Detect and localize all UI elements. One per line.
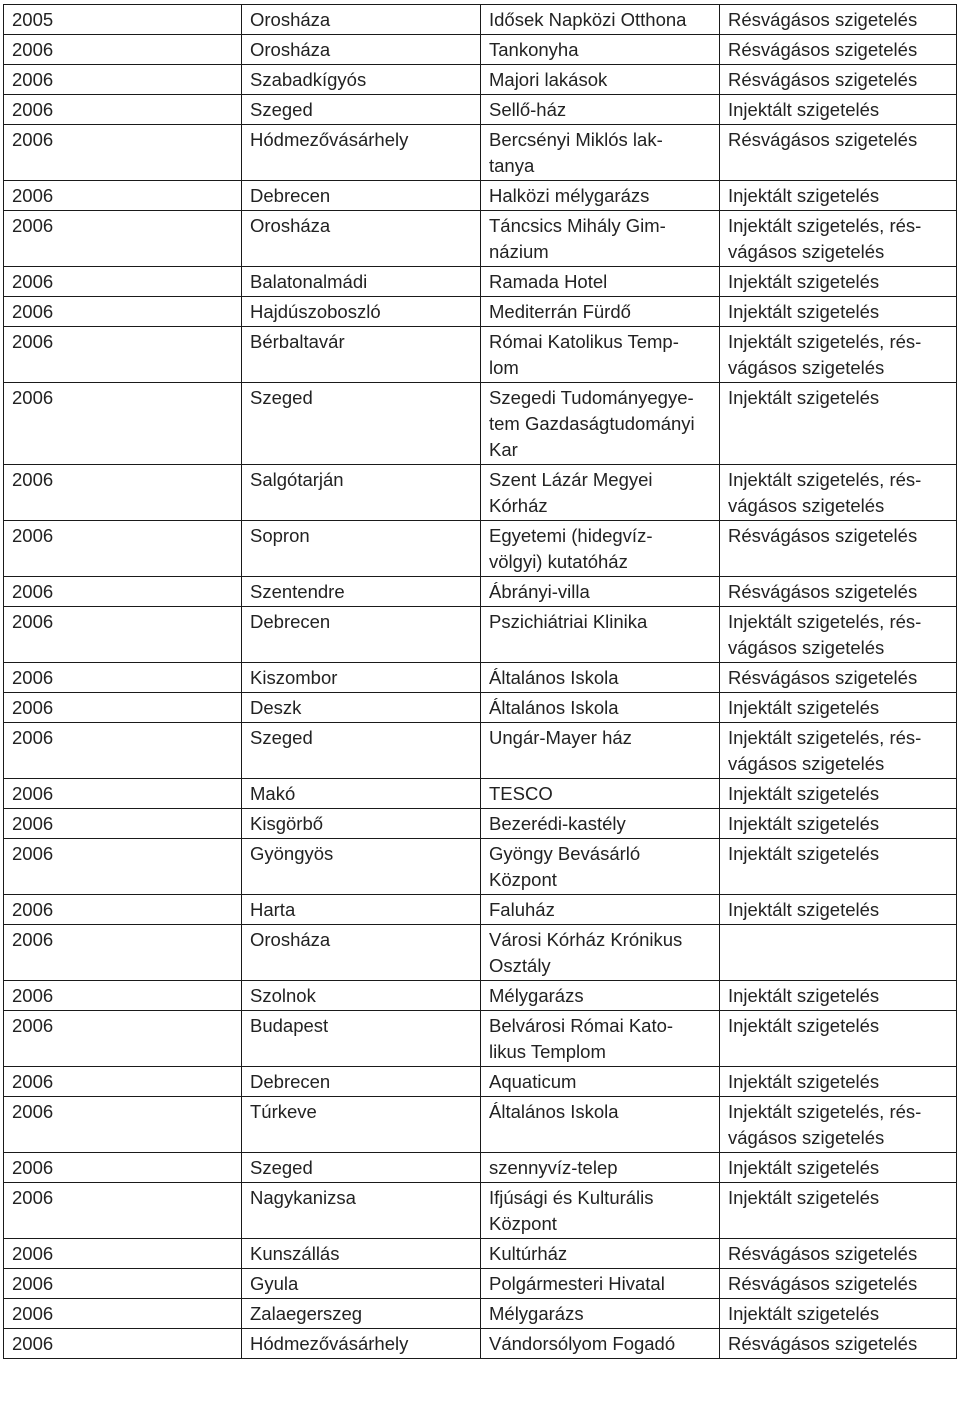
- insulation-type-cell: Injektált szigetelés: [720, 1299, 957, 1329]
- city-cell: Orosháza: [242, 35, 481, 65]
- insulation-type-cell: Résvágásos szigetelés: [720, 577, 957, 607]
- insulation-type-cell: Injektált szigetelés: [720, 809, 957, 839]
- insulation-type-cell: Résvágásos szigetelés: [720, 1329, 957, 1359]
- city-cell: Balatonalmádi: [242, 267, 481, 297]
- project-cell: Általános Iskola: [481, 663, 720, 693]
- year-cell: 2006: [4, 1183, 242, 1239]
- project-cell: Gyöngy Bevásárló Központ: [481, 839, 720, 895]
- reference-table: [3, 4, 957, 1359]
- insulation-type-cell: Injektált szigetelés, rés- vágásos szigetelés: [720, 1097, 957, 1153]
- year-cell: 2005: [4, 5, 242, 35]
- table-row: [4, 35, 957, 65]
- year-cell: 2006: [4, 663, 242, 693]
- city-cell: Gyula: [242, 1269, 481, 1299]
- project-cell: szennyvíz-telep: [481, 1153, 720, 1183]
- city-cell: Kisgörbő: [242, 809, 481, 839]
- project-cell: Ifjúsági és Kulturális Központ: [481, 1183, 720, 1239]
- year-cell: 2006: [4, 297, 242, 327]
- project-cell: Majori lakások: [481, 65, 720, 95]
- year-cell: 2006: [4, 895, 242, 925]
- table-row: [4, 5, 957, 35]
- city-cell: Debrecen: [242, 181, 481, 211]
- insulation-type-cell: Résvágásos szigetelés: [720, 521, 957, 577]
- city-cell: Szabadkígyós: [242, 65, 481, 95]
- insulation-type-cell: Injektált szigetelés: [720, 267, 957, 297]
- project-cell: Szegedi Tudományegye- tem Gazdaságtudományi Kar: [481, 383, 720, 465]
- project-cell: Tankonyha: [481, 35, 720, 65]
- city-cell: Szeged: [242, 1153, 481, 1183]
- table-row: [4, 981, 957, 1011]
- table-row: [4, 925, 957, 981]
- table-row: [4, 95, 957, 125]
- city-cell: Kiszombor: [242, 663, 481, 693]
- year-cell: 2006: [4, 981, 242, 1011]
- city-cell: Deszk: [242, 693, 481, 723]
- city-cell: Harta: [242, 895, 481, 925]
- table-row: [4, 297, 957, 327]
- project-cell: Mélygarázs: [481, 1299, 720, 1329]
- table-row: [4, 1329, 957, 1359]
- insulation-type-cell: Injektált szigetelés: [720, 383, 957, 465]
- year-cell: 2006: [4, 267, 242, 297]
- insulation-type-cell: Résvágásos szigetelés: [720, 125, 957, 181]
- insulation-type-cell: Injektált szigetelés, rés- vágásos szigetelés: [720, 211, 957, 267]
- project-cell: Bercsényi Miklós lak- tanya: [481, 125, 720, 181]
- project-cell: Faluház: [481, 895, 720, 925]
- table-row: [4, 663, 957, 693]
- year-cell: 2006: [4, 95, 242, 125]
- year-cell: 2006: [4, 521, 242, 577]
- project-cell: Aquaticum: [481, 1067, 720, 1097]
- year-cell: 2006: [4, 181, 242, 211]
- table-row: [4, 181, 957, 211]
- year-cell: 2006: [4, 607, 242, 663]
- project-cell: Általános Iskola: [481, 693, 720, 723]
- year-cell: 2006: [4, 35, 242, 65]
- insulation-type-cell: Injektált szigetelés, rés- vágásos szigetelés: [720, 327, 957, 383]
- table-row: [4, 1299, 957, 1329]
- project-cell: Belvárosi Római Kato- likus Templom: [481, 1011, 720, 1067]
- insulation-type-cell: Injektált szigetelés: [720, 297, 957, 327]
- project-cell: Vándorsólyom Fogadó: [481, 1329, 720, 1359]
- city-cell: Orosháza: [242, 5, 481, 35]
- table-row: [4, 267, 957, 297]
- city-cell: Nagykanizsa: [242, 1183, 481, 1239]
- city-cell: Debrecen: [242, 607, 481, 663]
- city-cell: Szolnok: [242, 981, 481, 1011]
- insulation-type-cell: Injektált szigetelés: [720, 181, 957, 211]
- insulation-type-cell: [720, 925, 957, 981]
- year-cell: 2006: [4, 1153, 242, 1183]
- year-cell: 2006: [4, 1011, 242, 1067]
- table-row: [4, 577, 957, 607]
- city-cell: Salgótarján: [242, 465, 481, 521]
- year-cell: 2006: [4, 723, 242, 779]
- city-cell: Szentendre: [242, 577, 481, 607]
- project-cell: Pszichiátriai Klinika: [481, 607, 720, 663]
- project-cell: Mediterrán Fürdő: [481, 297, 720, 327]
- table-row: [4, 327, 957, 383]
- city-cell: Zalaegerszeg: [242, 1299, 481, 1329]
- table-row: [4, 65, 957, 95]
- year-cell: 2006: [4, 925, 242, 981]
- insulation-type-cell: Injektált szigetelés, rés- vágásos szigetelés: [720, 465, 957, 521]
- project-cell: Ungár-Mayer ház: [481, 723, 720, 779]
- year-cell: 2006: [4, 1239, 242, 1269]
- table-row: [4, 723, 957, 779]
- year-cell: 2006: [4, 809, 242, 839]
- project-cell: Ábrányi-villa: [481, 577, 720, 607]
- table-row: [4, 1011, 957, 1067]
- project-cell: Halközi mélygarázs: [481, 181, 720, 211]
- insulation-type-cell: Injektált szigetelés, rés- vágásos szigetelés: [720, 723, 957, 779]
- city-cell: Hajdúszoboszló: [242, 297, 481, 327]
- year-cell: 2006: [4, 1299, 242, 1329]
- table-row: [4, 465, 957, 521]
- table-row: [4, 1269, 957, 1299]
- table-row: [4, 1239, 957, 1269]
- table-row: [4, 809, 957, 839]
- year-cell: 2006: [4, 125, 242, 181]
- insulation-type-cell: Injektált szigetelés: [720, 895, 957, 925]
- project-cell: Idősek Napközi Otthona: [481, 5, 720, 35]
- insulation-type-cell: Injektált szigetelés: [720, 95, 957, 125]
- project-cell: TESCO: [481, 779, 720, 809]
- city-cell: Hódmezővásárhely: [242, 125, 481, 181]
- insulation-type-cell: Résvágásos szigetelés: [720, 1239, 957, 1269]
- city-cell: Debrecen: [242, 1067, 481, 1097]
- insulation-type-cell: Injektált szigetelés: [720, 1183, 957, 1239]
- project-cell: Sellő-ház: [481, 95, 720, 125]
- city-cell: Szeged: [242, 723, 481, 779]
- project-cell: Ramada Hotel: [481, 267, 720, 297]
- city-cell: Kunszállás: [242, 1239, 481, 1269]
- city-cell: Sopron: [242, 521, 481, 577]
- year-cell: 2006: [4, 693, 242, 723]
- year-cell: 2006: [4, 1067, 242, 1097]
- year-cell: 2006: [4, 1269, 242, 1299]
- insulation-type-cell: Injektált szigetelés: [720, 981, 957, 1011]
- table-row: [4, 779, 957, 809]
- year-cell: 2006: [4, 465, 242, 521]
- insulation-type-cell: Résvágásos szigetelés: [720, 65, 957, 95]
- project-cell: Egyetemi (hidegvíz- völgyi) kutatóház: [481, 521, 720, 577]
- project-cell: Polgármesteri Hivatal: [481, 1269, 720, 1299]
- project-cell: Általános Iskola: [481, 1097, 720, 1153]
- year-cell: 2006: [4, 839, 242, 895]
- insulation-type-cell: Injektált szigetelés, rés- vágásos szigetelés: [720, 607, 957, 663]
- insulation-type-cell: Injektált szigetelés: [720, 693, 957, 723]
- table-row: [4, 1067, 957, 1097]
- insulation-type-cell: Résvágásos szigetelés: [720, 663, 957, 693]
- table-row: [4, 521, 957, 577]
- year-cell: 2006: [4, 327, 242, 383]
- year-cell: 2006: [4, 1097, 242, 1153]
- city-cell: Szeged: [242, 383, 481, 465]
- city-cell: Szeged: [242, 95, 481, 125]
- city-cell: Hódmezővásárhely: [242, 1329, 481, 1359]
- project-cell: Táncsics Mihály Gim- názium: [481, 211, 720, 267]
- city-cell: Orosháza: [242, 925, 481, 981]
- insulation-type-cell: Injektált szigetelés: [720, 1153, 957, 1183]
- insulation-type-cell: Résvágásos szigetelés: [720, 35, 957, 65]
- table-row: [4, 1097, 957, 1153]
- city-cell: Makó: [242, 779, 481, 809]
- year-cell: 2006: [4, 65, 242, 95]
- table-row: [4, 1183, 957, 1239]
- year-cell: 2006: [4, 1329, 242, 1359]
- table-row: [4, 895, 957, 925]
- insulation-type-cell: Injektált szigetelés: [720, 839, 957, 895]
- project-cell: Római Katolikus Temp- lom: [481, 327, 720, 383]
- project-cell: Bezerédi-kastély: [481, 809, 720, 839]
- insulation-type-cell: Résvágásos szigetelés: [720, 1269, 957, 1299]
- insulation-type-cell: Résvágásos szigetelés: [720, 5, 957, 35]
- city-cell: Gyöngyös: [242, 839, 481, 895]
- table-row: [4, 607, 957, 663]
- year-cell: 2006: [4, 779, 242, 809]
- insulation-type-cell: Injektált szigetelés: [720, 1011, 957, 1067]
- project-cell: Mélygarázs: [481, 981, 720, 1011]
- project-cell: Városi Kórház Krónikus Osztály: [481, 925, 720, 981]
- table-row: [4, 383, 957, 465]
- year-cell: 2006: [4, 211, 242, 267]
- city-cell: Budapest: [242, 1011, 481, 1067]
- insulation-type-cell: Injektált szigetelés: [720, 779, 957, 809]
- year-cell: 2006: [4, 383, 242, 465]
- city-cell: Túrkeve: [242, 1097, 481, 1153]
- city-cell: Orosháza: [242, 211, 481, 267]
- table-row: [4, 1153, 957, 1183]
- year-cell: 2006: [4, 577, 242, 607]
- project-cell: Szent Lázár Megyei Kórház: [481, 465, 720, 521]
- table-row: [4, 125, 957, 181]
- insulation-type-cell: Injektált szigetelés: [720, 1067, 957, 1097]
- table-row: [4, 693, 957, 723]
- project-cell: Kultúrház: [481, 1239, 720, 1269]
- table-row: [4, 839, 957, 895]
- table-row: [4, 211, 957, 267]
- city-cell: Bérbaltavár: [242, 327, 481, 383]
